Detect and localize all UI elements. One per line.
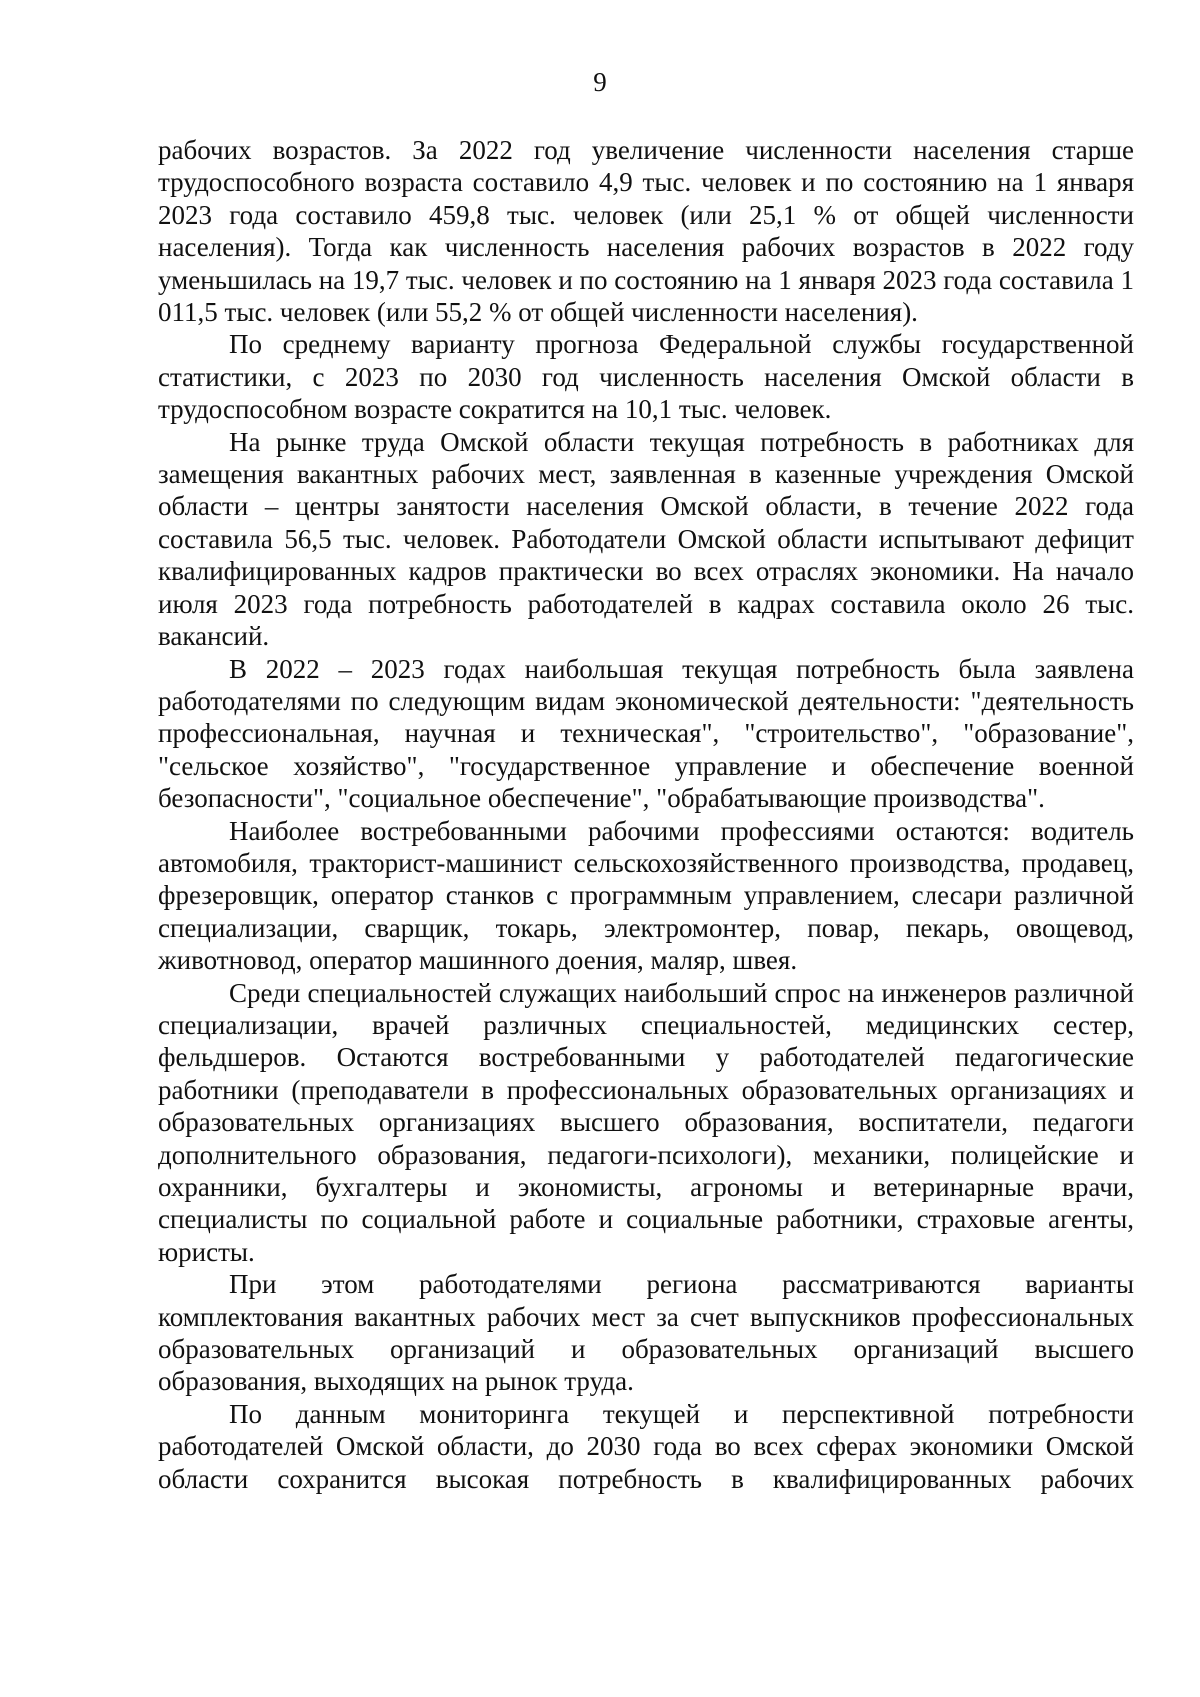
paragraph-worker-professions: Наиболее востребованными рабочими профессиями остаются: водитель автомобиля, тракторист-машинист сельскохозяйственного производства, продавец, фрезеровщик, оператор станков с программным управлением, слесари различной специализации, сварщик, токарь, электромонтер, повар, пекарь, овощевод, животновод, оператор машинного доения, маляр, швея. [158,815,1134,976]
paragraph-monitoring: По данным мониторинга текущей и перспективной потребности работодателей Омской области, до 2030 года во всех сферах экономики Омской области сохранится высокая потребность в квалифицированных рабочих [158,1398,1134,1494]
paragraph-employee-specialties: Среди специальностей служащих наибольший спрос на инженеров различной специализации, врачей различных специальностей, медицинских сестер, фельдшеров. Остаются востребованными у работодателей педагогические работники (преподаватели в профессиональных образовательных организациях и образовательных организациях высшего образования, воспитатели, педагоги дополнительного образования, педагоги-психологи), механики, полицейские и охранники, бухгалтеры и экономисты, агрономы и ветеринарные врачи, специалисты по социальной работе и социальные работники, страховые агенты, юристы. [158,977,1134,1267]
paragraph-demand-sectors: В 2022 – 2023 годах наибольшая текущая потребность была заявлена работодателями по следующим видам экономической деятельности: "деятельность профессиональная, научная и техническая", "строительство", "образование", "сельское хозяйство", "государственное управление и обеспечение военной безопасности", "социальное обеспечение", "обрабатывающие производства". [158,653,1134,814]
paragraph-graduates: При этом работодателями региона рассматриваются варианты комплектования вакантных рабочих мест за счет выпускников профессиональных образовательных организаций и образовательных организаций высшего образования, выходящих на рынок труда. [158,1269,1134,1397]
paragraph-labor-market: На рынке труда Омской области текущая потребность в работниках для замещения вакантных рабочих мест, заявленная в казенные учреждения Омской области – центры занятости населения Омской области, в течение 2022 года составила 56,5 тыс. человек. Работодатели Омской области испытывают дефицит квалифицированных кадров практически во всех отраслях экономики. На начало июля 2023 года потребность работодателей в кадрах составила около 26 тыс. вакансий. [158,426,1134,652]
page-number: 9 [593,67,607,97]
document-body [158,134,1134,1495]
paragraph-continuation: рабочих возрастов. За 2022 год увеличение численности населения старше трудоспособного возраста составило 4,9 тыс. человек и по состоянию на 1 января 2023 года составило 459,8 тыс. человек (или 25,1 % от общей численности населения). Тогда как численность населения рабочих возрастов в 2022 году уменьшилась на 19,7 тыс. человек и по состоянию на 1 января 2023 года составила 1 011,5 тыс. человек (или 55,2 % от общей численности населения). [158,135,1134,328]
paragraph-forecast: По среднему варианту прогноза Федеральной службы государственной статистики, с 2023 по 2030 год численность населения Омской области в трудоспособном возрасте сократится на 10,1 тыс. человек. [158,329,1134,425]
